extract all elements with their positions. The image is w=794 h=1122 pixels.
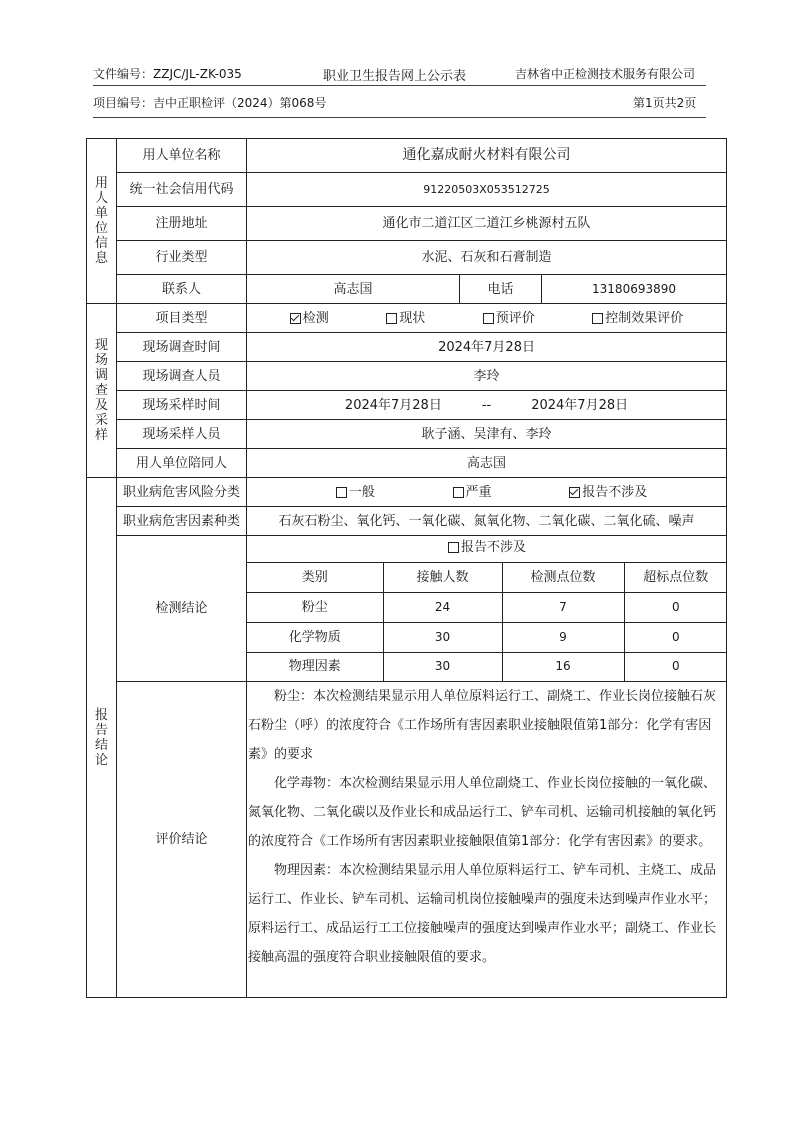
evaluation-dust: 粉尘：本次检测结果显示用人单位原料运行工、副烧工、作业长岗位接触石灰石粉尘（呼）的浓度符合《工作场所有害因素职业接触限值第1部分：化学有害因素》的要求 [248,689,717,762]
exposure-count-cell: 30 [383,652,502,681]
option-not-involved[interactable]: 报告不涉及 [569,485,647,500]
factor-types-label: 职业病危害因素种类 [117,507,247,536]
sampling-end: 2024年7月28日 [531,397,629,413]
detection-na-row [247,536,727,562]
row-sampling-time [87,391,727,420]
section-conclusion: 报 告 结 论 [87,478,117,998]
sampler-value: 耿子涵、吴津有、李玲 [247,420,727,449]
table-row [247,652,727,681]
project-type-options [247,304,727,333]
sampling-start: 2024年7月28日 [344,397,442,413]
row-surveyor [87,362,727,391]
company-name: 吉林省中正检测技术服务有限公司 [515,67,696,81]
option-pre-evaluation[interactable]: 预评价 [483,311,535,326]
report-table [86,138,727,998]
section-unit-info: 用 人 单 位 信 息 [87,139,117,304]
checkbox-icon[interactable] [336,487,347,498]
point-count-cell: 7 [502,592,624,622]
survey-time-value: 2024年7月28日 [247,333,727,362]
risk-class-label: 职业病危害风险分类 [117,478,247,507]
option-control-evaluation[interactable]: 控制效果评价 [592,311,683,326]
section-survey: 现 场 调 查 及 采 样 [87,304,117,478]
column-header: 检测点位数 [502,562,624,592]
category-cell: 物理因素 [247,652,383,681]
row-address [87,207,727,241]
detection-content [247,536,727,682]
row-factor-types [87,507,727,536]
document-title: 职业卫生报告网上公示表 [323,69,467,84]
exposure-count-cell: 24 [383,592,502,622]
sampling-time-label: 现场采样时间 [117,391,247,420]
address-value: 通化市二道江区二道江乡桃源村五队 [247,207,727,241]
detection-table [247,536,727,681]
exposure-count-cell: 30 [383,622,502,652]
row-sampler [87,420,727,449]
evaluation-text [247,682,727,998]
project-type-label: 项目类型 [117,304,247,333]
detection-label: 检测结论 [117,536,247,682]
exceed-count-cell: 0 [624,622,727,652]
file-number: 文件编号：ZZJC/JL-ZK-035 [93,67,242,81]
row-escort [87,449,727,478]
checkbox-icon[interactable] [453,487,464,498]
escort-value: 高志国 [247,449,727,478]
column-header: 接触人数 [383,562,502,592]
survey-time-label: 现场调查时间 [117,333,247,362]
checkbox-icon[interactable] [386,313,397,324]
column-header: 超标点位数 [624,562,727,592]
column-header: 类别 [247,562,383,592]
risk-class-options [247,478,727,507]
option-detection-not-involved[interactable]: 报告不涉及 [448,540,526,555]
option-severe[interactable]: 严重 [453,485,492,500]
surveyor-label: 现场调查人员 [117,362,247,391]
header-divider [93,85,706,86]
checkbox-icon[interactable] [483,313,494,324]
phone-label: 电话 [460,275,542,304]
phone-value: 13180693890 [542,275,727,304]
checkbox-icon[interactable] [448,542,459,553]
exceed-count-cell: 0 [671,659,680,674]
unit-name-value: 通化嘉成耐火材料有限公司 [247,139,727,173]
factor-types-value: 石灰石粉尘、氧化钙、一氧化碳、氮氧化物、二氧化碳、二氧化硫、噪声 [247,507,727,536]
credit-code-value: 91220503X053512725 [247,173,727,207]
row-detection [87,536,727,682]
option-detection[interactable]: 检测 [290,311,329,326]
surveyor-value: 李玲 [247,362,727,391]
contact-label: 联系人 [117,275,247,304]
checkbox-checked-icon[interactable] [290,313,301,324]
option-general[interactable]: 一般 [336,485,375,500]
evaluation-label: 评价结论 [117,682,247,998]
row-credit-code [87,173,727,207]
row-unit-name [87,139,727,173]
page-number: 第1页共2页 [633,96,697,110]
option-status[interactable]: 现状 [386,311,425,326]
contact-value: 高志国 [247,275,460,304]
industry-label: 行业类型 [117,241,247,275]
sampling-time-value [247,391,727,420]
evaluation-chemical: 化学毒物：本次检测结果显示用人单位副烧工、作业长岗位接触的一氧化碳、氮氧化物、二氧化碳以及作业长和成品运行工、铲车司机、运输司机接触的氧化钙的浓度符合《工作场所有害因素职业接触限值第1部分：化学有害因素》的要求。 [248,776,717,849]
table-row [247,622,727,652]
unit-name-label: 用人单位名称 [117,139,247,173]
category-cell: 粉尘 [247,592,383,622]
row-industry [87,241,727,275]
sampling-separator: -- [481,397,492,413]
escort-label: 用人单位陪同人 [117,449,247,478]
credit-code-label: 统一社会信用代码 [117,173,247,207]
exceed-count-cell: 0 [624,592,727,622]
table-row [247,592,727,622]
row-risk-class [87,478,727,507]
row-survey-time [87,333,727,362]
row-contact [87,275,727,304]
detection-header-row [247,562,727,592]
header-divider-2 [93,117,706,118]
row-evaluation [87,682,727,998]
category-cell: 化学物质 [247,622,383,652]
checkbox-icon[interactable] [592,313,603,324]
checkbox-checked-icon[interactable] [569,487,580,498]
project-number: 项目编号：吉中正职检评（2024）第068号 [93,96,327,110]
sampler-label: 现场采样人员 [117,420,247,449]
point-count-cell: 9 [502,622,624,652]
address-label: 注册地址 [117,207,247,241]
industry-value: 水泥、石灰和石膏制造 [247,241,727,275]
evaluation-physical: 物理因素：本次检测结果显示用人单位原料运行工、铲车司机、主烧工、成品运行工、作业长、铲车司机、运输司机岗位接触噪声的强度未达到噪声作业水平；原料运行工、成品运行工工位接触噪声的强度达到噪声作业水平；副烧工、作业长接触高温的强度符合职业接触限值的要求。 [248,863,717,965]
row-project-type [87,304,727,333]
point-count-cell: 16 [502,652,624,681]
